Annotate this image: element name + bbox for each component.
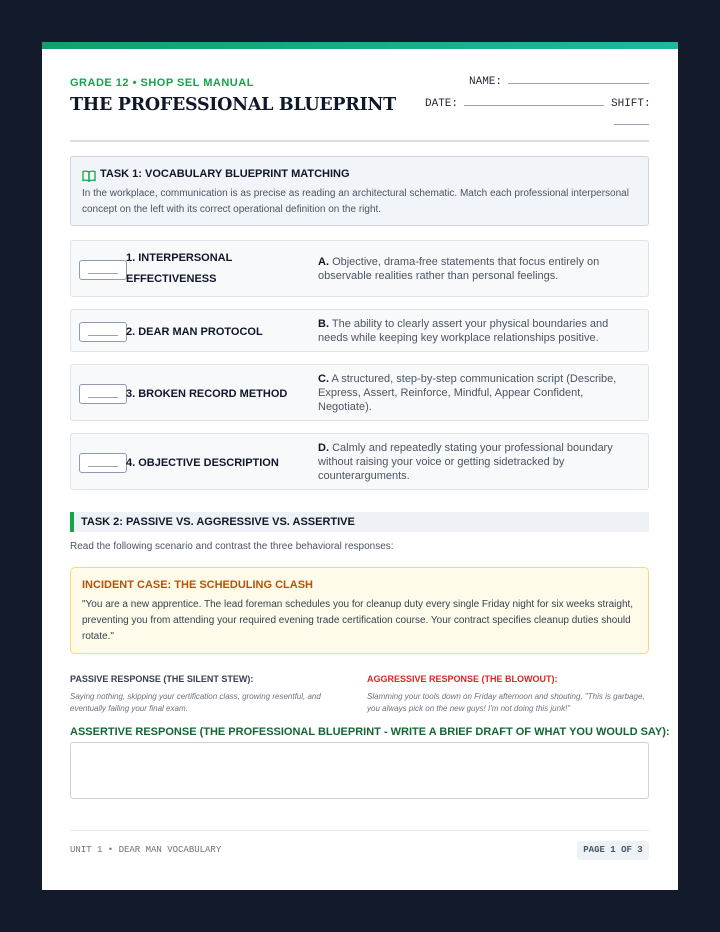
term-1: 1. INTERPERSONAL EFFECTIVENESS <box>126 252 233 285</box>
passive-response-text: Saying nothing, skipping your certification class, growing resentful, and eventually failing your final exam. <box>70 692 321 713</box>
definition-b <box>318 317 636 345</box>
task1-title: TASK 1: VOCABULARY BLUEPRINT MATCHING <box>100 168 350 180</box>
definition-letter: C. <box>318 373 329 385</box>
incident-case-box <box>70 567 649 654</box>
name-label: NAME: <box>469 76 503 88</box>
definition-text: Calmly and repeatedly stating your professional boundary without raising your voice or getting sidetracked by counterarguments. <box>318 442 613 482</box>
definition-letter: D. <box>318 442 329 454</box>
term-2: 2. DEAR MAN PROTOCOL <box>126 326 263 338</box>
answer-blank-1[interactable]: _____ <box>79 260 127 280</box>
task2-heading <box>70 512 649 532</box>
definition-text: A structured, step-by-step communication script (Describe, Express, Assert, Reinforce, Mindful, Appear Confident, Negotiate). <box>318 373 617 413</box>
match-row-2 <box>70 309 649 352</box>
passive-response-label: PASSIVE RESPONSE (THE SILENT STEW): <box>70 674 254 684</box>
definition-letter: A. <box>318 256 329 268</box>
footer-unit: UNIT 1 • DEAR MAN VOCABULARY <box>70 845 222 855</box>
shift-label: SHIFT: <box>611 98 651 110</box>
definition-letter: B. <box>318 318 329 330</box>
assertive-response-label: ASSERTIVE RESPONSE (THE PROFESSIONAL BLUEPRINT - WRITE A BRIEF DRAFT OF WHAT YOU WOULD SAY): <box>70 726 670 738</box>
date-label: DATE: <box>425 98 459 110</box>
task2-intro: Read the following scenario and contrast the three behavioral responses: <box>70 541 394 552</box>
page-number-badge: PAGE 1 OF 3 <box>577 841 649 860</box>
definition-c <box>318 372 636 414</box>
task1-intro: In the workplace, communication is as precise as reading an architectural schematic. Match each professional interpersonal concept on the left with its correct operational definition on the right. <box>82 188 629 215</box>
match-row-4 <box>70 433 649 490</box>
shift-field[interactable] <box>614 124 649 125</box>
term-4: 4. OBJECTIVE DESCRIPTION <box>126 457 279 469</box>
answer-blank-2[interactable]: _____ <box>79 322 127 342</box>
date-field[interactable] <box>464 105 604 106</box>
definition-d <box>318 441 636 483</box>
answer-blank-4[interactable]: _____ <box>79 453 127 473</box>
footer-divider <box>70 830 649 831</box>
header-divider <box>70 140 649 142</box>
definition-text: Objective, drama-free statements that focus entirely on observable realities rather than personal feelings. <box>318 256 600 282</box>
task2-title: TASK 2: PASSIVE VS. AGGRESSIVE VS. ASSERTIVE <box>81 516 355 528</box>
answer-blank-3[interactable]: _____ <box>79 384 127 404</box>
assertive-response-input[interactable] <box>70 742 649 799</box>
incident-text: "You are a new apprentice. The lead foreman schedules you for cleanup duty every single Friday night for six weeks straight, preventing you from attending your required evening trade certification course. Your contract specifies cleanup duties should rotate." <box>82 599 634 642</box>
term-3: 3. BROKEN RECORD METHOD <box>126 388 288 400</box>
aggressive-response-text: Slamming your tools down on Friday afternoon and shouting, "This is garbage, you always pick on the new guys! I'm not doing this junk!" <box>367 692 645 713</box>
task1-panel <box>70 156 649 226</box>
book-icon <box>82 169 96 187</box>
aggressive-response-label: AGGRESSIVE RESPONSE (THE BLOWOUT): <box>367 674 558 684</box>
name-field[interactable] <box>508 83 649 84</box>
definition-a <box>318 255 636 283</box>
header-accent-bar <box>42 42 678 49</box>
worksheet-page <box>42 42 678 890</box>
page-title: THE PROFESSIONAL BLUEPRINT <box>70 95 396 115</box>
match-row-3 <box>70 364 649 421</box>
definition-text: The ability to clearly assert your physical boundaries and needs while keeping key workplace relationships positive. <box>318 318 609 344</box>
grade-label: GRADE 12 • SHOP SEL MANUAL <box>70 77 254 89</box>
incident-title: INCIDENT CASE: THE SCHEDULING CLASH <box>82 579 314 591</box>
match-row-1 <box>70 240 649 297</box>
